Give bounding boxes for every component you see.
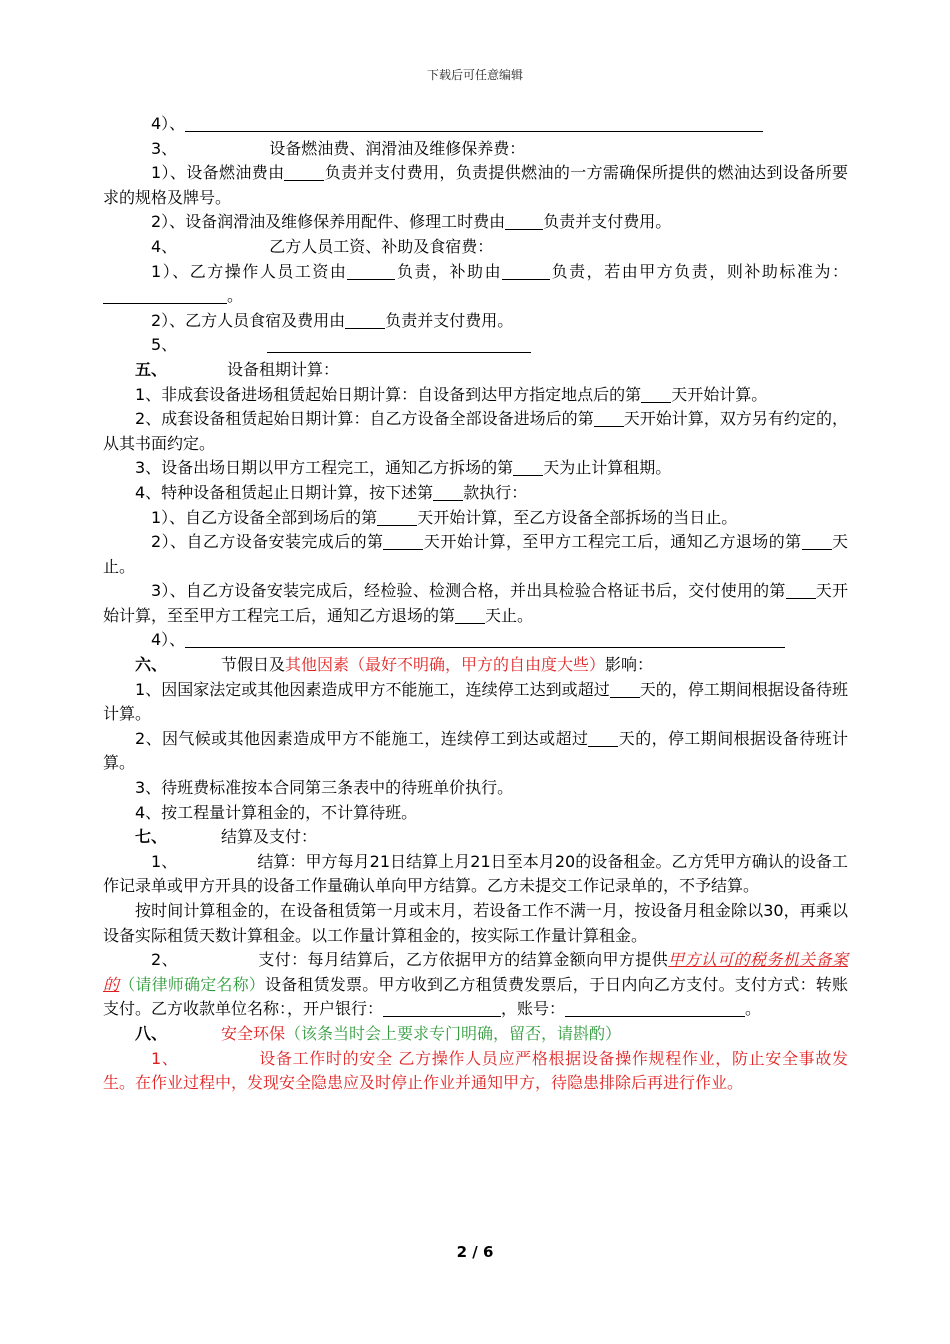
clause-item: 按时间计算租金的，在设备租赁第一月或末月，若设备工作不满一月，按设备月租金除以30，再乘以设备实际租赁天数计算租金。以工作量计算租金的，按实际工作量计算租金。 [103, 901, 848, 945]
page-number: 2 / 6 [456, 1243, 494, 1261]
clause-item: 5、 [103, 333, 848, 358]
clause-item: 4）、 [103, 112, 848, 137]
section-heading-6: 六、 节假日及其他因素（最好不明确，甲方的自由度大些）影响： [135, 655, 654, 675]
clause-item: 4、特种设备租赁起止日期计算，按下述第 款执行： [135, 482, 528, 502]
clause-item: 3、设备出场日期以甲方工程完工，通知乙方拆场的第 天为止计算租期。 [135, 458, 672, 478]
clause-item: 1）、乙方操作人员工资由 负责，补助由 负责，若由甲方负责，则补助标准为：。 [103, 260, 848, 309]
clause-item: 2、成套设备租赁起始日期计算：自乙方设备全部设备进场后的第 天开始计算，双方另有约定的，从其书面约定。 [103, 409, 848, 453]
clause-item: 1）、设备燃油费由 负责并支付费用，负责提供燃油的一方需确保所提供的燃油达到设备所要求的规格及牌号。 [103, 163, 848, 207]
page-header: 下载后可任意编辑 [426, 68, 523, 82]
document-body [103, 112, 848, 1096]
clause-item: 2）、自乙方设备安装完成后的第 天开始计算，至甲方工程完工后，通知乙方退场的第 天止。 [103, 532, 848, 576]
clause-item: 1、非成套设备进场租赁起始日期计算：自设备到达甲方指定地点后的第 天开始计算。 [135, 384, 768, 404]
clause-item: 2）、乙方人员食宿及费用由 负责并支付费用。 [151, 310, 514, 330]
clause-item: 4）、 [103, 628, 848, 653]
clause-item: 2）、设备润滑油及维修保养用配件、修理工时费由 负责并支付费用。 [151, 212, 672, 232]
section-heading-5: 五、 设备租期计算： [135, 359, 340, 379]
clause-heading: 3、 设备燃油费、润滑油及维修保养费： [151, 138, 526, 158]
clause-item: 2、 支付：每月结算后，乙方依据甲方的结算金额向甲方提供甲方认可的税务机关备案的（请律师确定名称）设备租赁发票。甲方收到乙方租赁费发票后，于日内向乙方支付。支付方式：转账支付。乙方收款单位名称：，开户银行： ，账号： 。 [103, 950, 848, 1019]
clause-item: 1、因国家法定或其他因素造成甲方不能施工，连续停工达到或超过 天的，停工期间根据设备待班计算。 [103, 679, 848, 724]
section-heading-8: 八、 安全环保（该条当时会上要求专门明确，留否，请斟酌） [135, 1023, 622, 1043]
clause-item: 2、因气候或其他因素造成甲方不能施工，连续停工到达或超过 天的，停工期间根据设备待班计算。 [103, 728, 848, 773]
clause-heading: 4、 乙方人员工资、补助及食宿费： [151, 236, 494, 256]
clause-item: 4、按工程量计算租金的，不计算待班。 [135, 802, 418, 822]
section-heading-7: 七、 结算及支付： [135, 827, 318, 847]
clause-item: 3、待班费标准按本合同第三条表中的待班单价执行。 [135, 778, 514, 798]
clause-item: 1、 结算：甲方每月21日结算上月21日至本月20的设备租金。乙方凭甲方确认的设备工作记录单或甲方开具的设备工作量确认单向甲方结算。乙方未提交工作记录单的，不予结算。 [103, 851, 848, 896]
clause-item: 1、 设备工作时的安全 乙方操作人员应严格根据设备操作规程作业，防止安全事故发生。在作业过程中，发现安全隐患应及时停止作业并通知甲方，待隐患排除后再进行作业。 [103, 1048, 848, 1093]
clause-item: 3）、自乙方设备安装完成后，经检验、检测合格，并出具检验合格证书后，交付使用的第 天开始计算，至至甲方工程完工后，通知乙方退场的第 天止。 [103, 581, 848, 625]
clause-item: 1）、自乙方设备全部到场后的第 天开始计算，至乙方设备全部拆场的当日止。 [151, 507, 738, 527]
